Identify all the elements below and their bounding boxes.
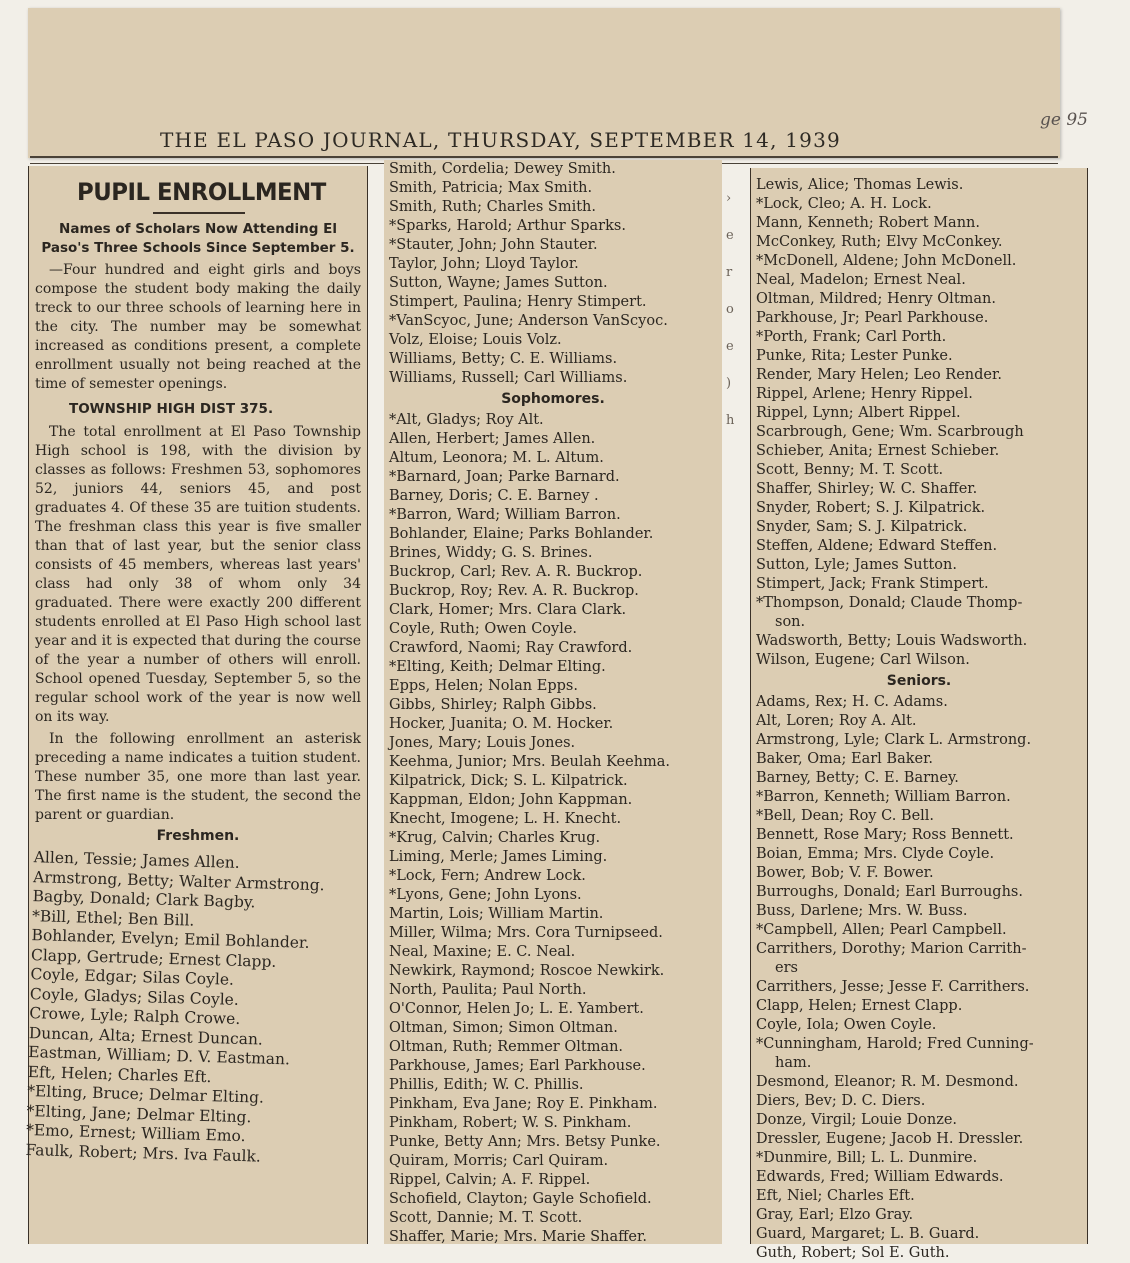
list-entry: Eft, Niel; Charles Eft. (756, 1188, 915, 1204)
list-entry: Bagby, Donald; Clark Bagby. (32, 887, 256, 912)
list-entry: Smith, Cordelia; Dewey Smith. (389, 161, 616, 177)
list-entry: Stimpert, Paulina; Henry Stimpert. (389, 294, 647, 310)
list-entry: *Cunningham, Harold; Fred Cunning- (756, 1036, 1034, 1052)
list-entry: Donze, Virgil; Louie Donze. (756, 1112, 958, 1128)
list-entry: Snyder, Robert; S. J. Kilpatrick. (756, 500, 986, 516)
list-entry: Barney, Betty; C. E. Barney. (756, 770, 959, 786)
list-entry: *Dunmire, Bill; L. L. Dunmire. (756, 1150, 978, 1166)
list-entry: Coyle, Gladys; Silas Coyle. (29, 984, 240, 1009)
enrollment-paragraph: The total enrollment at El Paso Township High school is 198, with the division by classes as follows: Freshmen 53, sophomores 52, juniors 44, seniors 45, and post graduates 4. Of these 35 are tuition students. The freshman class this year is five smaller than that of last year, but the senior class consists of 45 members, whereas last years' class had only 38 of whom only 34 graduated. There were exactly 200 different students enrolled at El Paso High school last year and it is expected that during the course of the year a number of others will enroll. School opened Tuesday, September 5, so the regular school work of the year is now well on its way. (35, 424, 361, 725)
list-entry: *Lock, Fern; Andrew Lock. (389, 868, 586, 884)
list-entry: *Elting, Bruce; Delmar Elting. (26, 1082, 265, 1107)
list-entry: Phillis, Edith; W. C. Phillis. (389, 1077, 584, 1093)
list-entry: Coyle, Iola; Owen Coyle. (756, 1017, 937, 1033)
sophomores-list (384, 411, 722, 1247)
list-entry: Buss, Darlene; Mrs. W. Buss. (756, 903, 968, 919)
list-entry: Volz, Eloise; Louis Volz. (389, 332, 562, 348)
list-entry: *Krug, Calvin; Charles Krug. (389, 830, 601, 846)
subhead: TOWNSHIP HIGH DIST 375. (69, 401, 274, 417)
list-entry: Punke, Betty Ann; Mrs. Betsy Punke. (389, 1134, 661, 1150)
list-entry: Scarbrough, Gene; Wm. Scarbrough (756, 424, 1024, 440)
list-entry: Sutton, Lyle; James Sutton. (756, 557, 957, 573)
list-entry: *Thompson, Donald; Claude Thomp- (756, 595, 1023, 611)
list-entry: Bohlander, Evelyn; Emil Bohlander. (31, 926, 310, 952)
list-entry: Scott, Dannie; M. T. Scott. (389, 1210, 583, 1226)
list-entry: Eft, Helen; Charles Eft. (27, 1062, 212, 1086)
list-entry: Scott, Benny; M. T. Scott. (756, 462, 944, 478)
list-entry: Clapp, Helen; Ernest Clapp. (756, 998, 963, 1014)
list-entry: Parkhouse, Jr; Pearl Parkhouse. (756, 310, 989, 326)
list-entry: Miller, Wilma; Mrs. Cora Turnipseed. (389, 925, 663, 941)
list-entry: *Emo, Ernest; William Emo. (25, 1121, 246, 1146)
list-entry: Steffen, Aldene; Edward Steffen. (756, 538, 998, 554)
list-entry: Alt, Loren; Roy A. Alt. (756, 713, 917, 729)
section-seniors: Seniors. (886, 673, 952, 689)
list-entry: Bohlander, Elaine; Parks Bohlander. (389, 526, 654, 542)
list-entry: Pinkham, Eva Jane; Roy E. Pinkham. (389, 1096, 658, 1112)
list-entry: Guard, Margaret; L. B. Guard. (756, 1226, 980, 1242)
list-entry: Edwards, Fred; William Edwards. (756, 1169, 1004, 1185)
list-entry: Stimpert, Jack; Frank Stimpert. (756, 576, 989, 592)
list-entry: Epps, Helen; Nolan Epps. (389, 678, 578, 694)
list-entry: Oltman, Simon; Simon Oltman. (389, 1020, 618, 1036)
list-entry: Coyle, Edgar; Silas Coyle. (30, 965, 235, 989)
section-freshmen: Freshmen. (156, 828, 240, 844)
list-entry: Neal, Maxine; E. C. Neal. (389, 944, 576, 960)
list-entry: *Campbell, Allen; Pearl Campbell. (756, 922, 1007, 938)
intro-paragraph: —Four hundred and eight girls and boys compose the student body making the daily treck to our three schools of learning here in the city. The number may be somewhat increased as conditions present, a complete enrollment usually not being reached at the time of semester openings. (35, 262, 361, 392)
list-entry: Kappman, Eldon; John Kappman. (389, 792, 633, 808)
list-entry: Crawford, Naomi; Ray Crawford. (389, 640, 633, 656)
list-entry: *Lyons, Gene; John Lyons. (389, 887, 582, 903)
list-entry: Smith, Patricia; Max Smith. (389, 180, 593, 196)
asterisk-paragraph: In the following enrollment an asterisk preceding a name indicates a tuition student. These number 35, one more than last year. The first name is the student, the second the parent or guardian. (35, 731, 361, 823)
list-entry: Newkirk, Raymond; Roscoe Newkirk. (389, 963, 665, 979)
list-entry: Punke, Rita; Lester Punke. (756, 348, 953, 364)
list-entry: *VanScyoc, June; Anderson VanScyoc. (389, 313, 668, 329)
masthead: THE EL PASO JOURNAL, THURSDAY, SEPTEMBER 14, 1939 (160, 128, 841, 152)
list-entry: Schieber, Anita; Ernest Schieber. (756, 443, 1000, 459)
list-entry: Coyle, Ruth; Owen Coyle. (389, 621, 578, 637)
list-entry: Dressler, Eugene; Jacob H. Dressler. (756, 1131, 1024, 1147)
list-entry: Gibbs, Shirley; Ralph Gibbs. (389, 697, 597, 713)
list-entry: Oltman, Mildred; Henry Oltman. (756, 291, 996, 307)
list-entry: *Bell, Dean; Roy C. Bell. (756, 808, 935, 824)
freshmen-list-continued (384, 160, 722, 388)
list-entry: McConkey, Ruth; Elvy McConkey. (756, 234, 1003, 250)
section-sophomores: Sophomores. (501, 391, 605, 407)
list-entry: Baker, Oma; Earl Baker. (756, 751, 934, 767)
list-entry: O'Connor, Helen Jo; L. E. Yambert. (389, 1001, 644, 1017)
list-entry: Duncan, Alta; Ernest Duncan. (28, 1023, 264, 1049)
list-entry: Desmond, Eleanor; R. M. Desmond. (756, 1074, 1019, 1090)
list-entry: *Lock, Cleo; A. H. Lock. (756, 196, 932, 212)
list-entry: *Barron, Ward; William Barron. (389, 507, 621, 523)
freshmen-list (20, 848, 367, 1169)
list-entry: Kilpatrick, Dick; S. L. Kilpatrick. (389, 773, 628, 789)
list-entry: Knecht, Imogene; L. H. Knecht. (389, 811, 622, 827)
list-entry: Rippel, Arlene; Henry Rippel. (756, 386, 973, 402)
list-entry: *Sparks, Harold; Arthur Sparks. (389, 218, 626, 234)
list-entry: Burroughs, Donald; Earl Burroughs. (756, 884, 1023, 900)
list-entry: Armstrong, Lyle; Clark L. Armstrong. (756, 732, 1032, 748)
list-entry: Allen, Herbert; James Allen. (389, 431, 596, 447)
list-entry: Bennett, Rose Mary; Ross Bennett. (756, 827, 1014, 843)
list-entry: Eastman, William; D. V. Eastman. (28, 1043, 291, 1069)
page-number: ge 95 (1040, 110, 1088, 130)
list-entry: Quiram, Morris; Carl Quiram. (389, 1153, 609, 1169)
list-entry: Martin, Lois; William Martin. (389, 906, 604, 922)
list-entry: Wilson, Eugene; Carl Wilson. (756, 652, 970, 668)
list-entry: Schofield, Clayton; Gayle Schofield. (389, 1191, 652, 1207)
list-entry: Carrithers, Dorothy; Marion Carrith- (756, 941, 1027, 957)
list-entry: Gray, Earl; Elzo Gray. (756, 1207, 914, 1223)
list-entry: Carrithers, Jesse; Jesse F. Carrithers. (756, 979, 1030, 995)
list-entry: *Bill, Ethel; Ben Bill. (31, 906, 195, 930)
list-entry: Lewis, Alice; Thomas Lewis. (756, 177, 964, 193)
list-entry: Mann, Kenneth; Robert Mann. (756, 215, 980, 231)
list-entry: *Elting, Jane; Delmar Elting. (26, 1101, 252, 1126)
headline: PUPIL ENROLLMENT (77, 178, 326, 206)
list-entry: Sutton, Wayne; James Sutton. (389, 275, 608, 291)
list-entry: *Stauter, John; John Stauter. (389, 237, 598, 253)
list-entry: Render, Mary Helen; Leo Render. (756, 367, 1002, 383)
list-entry: *Barnard, Joan; Parke Barnard. (389, 469, 620, 485)
list-entry: Brines, Widdy; G. S. Brines. (389, 545, 593, 561)
column-gutter-marks: › e r o e ) h (726, 191, 735, 428)
list-entry: Diers, Bev; D. C. Diers. (756, 1093, 926, 1109)
list-entry: Wadsworth, Betty; Louis Wadsworth. (756, 633, 1028, 649)
column-right (750, 168, 1088, 1261)
list-entry: son. (775, 614, 806, 630)
list-entry: Pinkham, Robert; W. S. Pinkham. (389, 1115, 632, 1131)
list-entry: Snyder, Sam; S. J. Kilpatrick. (756, 519, 968, 535)
column-middle (384, 160, 722, 1244)
list-entry: Barney, Doris; C. E. Barney . (389, 488, 599, 504)
list-entry: Buckrop, Carl; Rev. A. R. Buckrop. (389, 564, 643, 580)
list-entry: Liming, Merle; James Liming. (389, 849, 608, 865)
list-entry: Boian, Emma; Mrs. Clyde Coyle. (756, 846, 995, 862)
list-entry: Armstrong, Betty; Walter Armstrong. (32, 867, 325, 894)
list-entry: Taylor, John; Lloyd Taylor. (389, 256, 579, 272)
list-entry: Shaffer, Shirley; W. C. Shaffer. (756, 481, 978, 497)
deck: Names of Scholars Now Attending El Paso's Three Schools Since September 5. (41, 221, 355, 256)
column-article (25, 166, 368, 1244)
list-entry: Guth, Robert; Sol E. Guth. (756, 1245, 950, 1261)
list-entry: *Alt, Gladys; Roy Alt. (389, 412, 544, 428)
list-entry: Oltman, Ruth; Remmer Oltman. (389, 1039, 624, 1055)
list-entry: Rippel, Lynn; Albert Rippel. (756, 405, 961, 421)
seniors-list (751, 693, 1087, 1263)
list-entry: ham. (775, 1055, 812, 1071)
list-entry: Clark, Homer; Mrs. Clara Clark. (389, 602, 627, 618)
list-entry: Smith, Ruth; Charles Smith. (389, 199, 596, 215)
list-entry: Adams, Rex; H. C. Adams. (756, 694, 948, 710)
list-entry: *Elting, Keith; Delmar Elting. (389, 659, 606, 675)
list-entry: Williams, Betty; C. E. Williams. (389, 351, 618, 367)
list-entry: Allen, Tessie; James Allen. (33, 848, 240, 872)
list-entry: Neal, Madelon; Ernest Neal. (756, 272, 966, 288)
list-entry: North, Paulita; Paul North. (389, 982, 587, 998)
list-entry: Jones, Mary; Louis Jones. (389, 735, 576, 751)
list-entry: Bower, Bob; V. F. Bower. (756, 865, 934, 881)
list-entry: *Barron, Kenneth; William Barron. (756, 789, 1011, 805)
juniors-list-continued (751, 176, 1087, 670)
list-entry: Shaffer, Marie; Mrs. Marie Shaffer. (389, 1229, 647, 1245)
list-entry: Williams, Russell; Carl Williams. (389, 370, 628, 386)
list-entry: Parkhouse, James; Earl Parkhouse. (389, 1058, 646, 1074)
list-entry: Rippel, Calvin; A. F. Rippel. (389, 1172, 591, 1188)
list-entry: Clapp, Gertrude; Ernest Clapp. (30, 945, 277, 971)
list-entry: Hocker, Juanita; O. M. Hocker. (389, 716, 614, 732)
list-entry: *Porth, Frank; Carl Porth. (756, 329, 947, 345)
list-entry: Faulk, Robert; Mrs. Iva Faulk. (25, 1140, 262, 1166)
list-entry: ers (775, 960, 798, 976)
list-entry: Keehma, Junior; Mrs. Beulah Keehma. (389, 754, 671, 770)
list-entry: Crowe, Lyle; Ralph Crowe. (29, 1004, 241, 1028)
list-entry: *McDonell, Aldene; John McDonell. (756, 253, 1017, 269)
headline-rule (153, 212, 245, 214)
list-entry: Altum, Leonora; M. L. Altum. (389, 450, 604, 466)
list-entry: Buckrop, Roy; Rev. A. R. Buckrop. (389, 583, 639, 599)
